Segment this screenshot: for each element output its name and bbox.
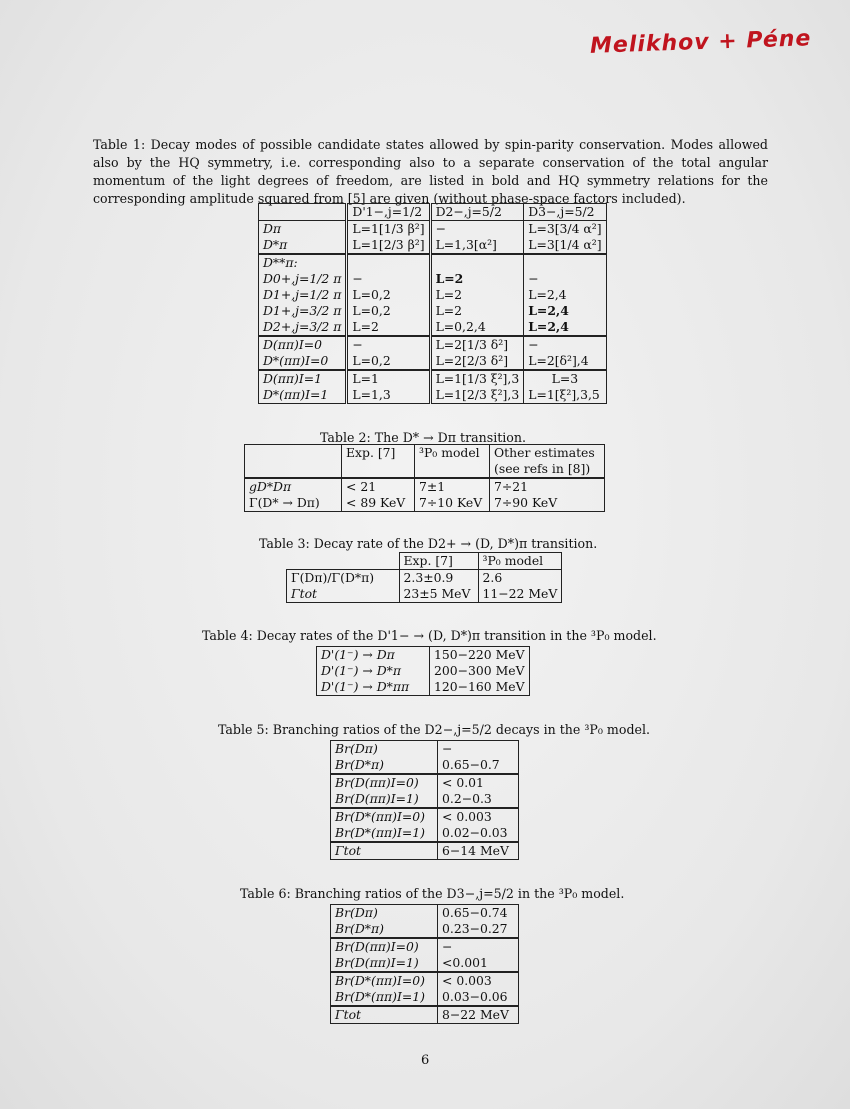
- table-cell: L=1[1/3 ξ²],3: [430, 370, 524, 387]
- table-cell: <0.001: [438, 955, 519, 972]
- table-cell: D'(1⁻) → Dπ: [317, 647, 430, 664]
- table-cell: Γtot: [331, 842, 438, 860]
- table-cell: gD*Dπ: [245, 478, 342, 495]
- table-row: [331, 972, 519, 989]
- table-cell: L=2,4: [524, 303, 606, 319]
- table-cell: −: [524, 336, 606, 353]
- table-cell: L=2: [347, 319, 430, 336]
- table-cell: Br(D*(ππ)I=0): [331, 808, 438, 825]
- table-row: [317, 679, 530, 696]
- table-cell: 8−22 MeV: [438, 1006, 519, 1024]
- table2: [244, 444, 605, 512]
- table-header-cell: [287, 553, 400, 570]
- table-cell: L=2[1/3 δ²]: [430, 336, 524, 353]
- table-cell: L=2,4: [524, 319, 606, 336]
- table-row: [259, 370, 607, 387]
- table6-caption: Table 6: Branching ratios of the D3−,j=5/2 in the ³P₀ model.: [240, 886, 625, 901]
- table-row: [259, 387, 607, 404]
- table-header-cell: Other estimates: [490, 445, 605, 462]
- table-cell: 7÷21: [490, 478, 605, 495]
- table-cell: L=3[3/4 α²]: [524, 221, 606, 238]
- table-row: [331, 938, 519, 955]
- table-cell: < 21: [342, 478, 415, 495]
- table-cell: D**π:: [259, 254, 347, 271]
- table-cell: L=0,2: [347, 353, 430, 370]
- table5-caption: Table 5: Branching ratios of the D2−,j=5/2 decays in the ³P₀ model.: [218, 722, 650, 737]
- table-cell: Br(D(ππ)I=1): [331, 791, 438, 808]
- table-row: [259, 353, 607, 370]
- table-cell: Br(D*(ππ)I=1): [331, 825, 438, 842]
- table-cell: L=2: [430, 271, 524, 287]
- table-cell: 120−160 MeV: [430, 679, 530, 696]
- table-cell: L=0,2,4: [430, 319, 524, 336]
- table-cell: [347, 254, 430, 271]
- table-cell: D*(ππ)I=1: [259, 387, 347, 404]
- table-cell: 7±1: [415, 478, 490, 495]
- table3-caption: Table 3: Decay rate of the D2+ → (D, D*)π transition.: [259, 536, 598, 551]
- table-row: [259, 237, 607, 254]
- table1-caption: Table 1: Decay modes of possible candidate states allowed by spin-parity conservation. Modes allowed also by the HQ symmetry, i.e. corresponding also to a separate conservation of the total angular momentum of the light degrees of freedom, are listed in bold and HQ symmetry relations for the corresponding amplitude squared from [5] are given (without phase-space factors included).: [93, 137, 768, 206]
- table-cell: L=1,3: [347, 387, 430, 404]
- table-header-cell: ³P₀ model: [415, 445, 490, 462]
- table-cell: L=1,3[α²]: [430, 237, 524, 254]
- table-header-cell: [259, 204, 347, 221]
- table-header-cell: Exp. [7]: [399, 553, 478, 570]
- table-row: [331, 1006, 519, 1024]
- table-cell: Γtot: [331, 1006, 438, 1024]
- table5: [330, 740, 519, 860]
- table-cell: [524, 254, 606, 271]
- table-cell: < 0.003: [438, 972, 519, 989]
- table-header-cell: Exp. [7]: [342, 445, 415, 462]
- table-cell: Br(D*π): [331, 757, 438, 774]
- table-row: [245, 478, 605, 495]
- table1: [258, 203, 607, 404]
- table-row: [331, 757, 519, 774]
- table-cell: L=1[2/3 β²]: [347, 237, 430, 254]
- table-cell: L=2[δ²],4: [524, 353, 606, 370]
- table-header-cell: D'1−,j=1/2: [347, 204, 430, 221]
- table-cell: < 0.003: [438, 808, 519, 825]
- table-cell: Br(D*(ππ)I=0): [331, 972, 438, 989]
- table-cell: D(ππ)I=1: [259, 370, 347, 387]
- table-cell: D0+,j=1/2 π: [259, 271, 347, 287]
- table-cell: D(ππ)I=0: [259, 336, 347, 353]
- table-cell: 11−22 MeV: [478, 586, 562, 603]
- table-cell: Br(D(ππ)I=0): [331, 774, 438, 791]
- table-cell: 150−220 MeV: [430, 647, 530, 664]
- table-cell: 2.3±0.9: [399, 570, 478, 587]
- table-row: [331, 842, 519, 860]
- table-cell: Γ(Dπ)/Γ(D*π): [287, 570, 400, 587]
- table2-header-row: [245, 461, 605, 478]
- table-cell: −: [438, 938, 519, 955]
- page-number: 6: [421, 1053, 430, 1068]
- table-cell: 2.6: [478, 570, 562, 587]
- table-cell: Br(Dπ): [331, 741, 438, 758]
- table-row: [331, 808, 519, 825]
- table-cell: −: [438, 741, 519, 758]
- table-row: [331, 791, 519, 808]
- table-row: [331, 741, 519, 758]
- handwritten-note: Melikhov + Péne: [589, 26, 812, 59]
- table-cell: < 0.01: [438, 774, 519, 791]
- table-cell: −: [524, 271, 606, 287]
- table-cell: 23±5 MeV: [399, 586, 478, 603]
- table-cell: 0.02−0.03: [438, 825, 519, 842]
- table1-header-row: [259, 204, 607, 221]
- table-row: [259, 336, 607, 353]
- table-row: [331, 921, 519, 938]
- table-cell: Γtot: [287, 586, 400, 603]
- table-cell: D1+,j=1/2 π: [259, 287, 347, 303]
- table-row: [259, 287, 607, 303]
- table-row: [259, 254, 607, 271]
- table-row: [317, 663, 530, 679]
- table-cell: Γ(D* → Dπ): [245, 495, 342, 512]
- table-cell: −: [430, 221, 524, 238]
- table3: [286, 552, 562, 603]
- table-header-cell: [245, 445, 342, 462]
- table2-caption: Table 2: The D* → Dπ transition.: [320, 430, 527, 445]
- table-cell: L=2[2/3 δ²]: [430, 353, 524, 370]
- table-row: [259, 319, 607, 336]
- table-row: [317, 647, 530, 664]
- table-cell: 0.03−0.06: [438, 989, 519, 1006]
- table-cell: 6−14 MeV: [438, 842, 519, 860]
- table-cell: Dπ: [259, 221, 347, 238]
- table-row: [259, 271, 607, 287]
- table-cell: 0.2−0.3: [438, 791, 519, 808]
- table-cell: Br(D*π): [331, 921, 438, 938]
- table-row: [331, 825, 519, 842]
- table-cell: 200−300 MeV: [430, 663, 530, 679]
- table-cell: L=2: [430, 287, 524, 303]
- table-cell: D1+,j=3/2 π: [259, 303, 347, 319]
- table-row: [287, 570, 562, 587]
- table-cell: 0.23−0.27: [438, 921, 519, 938]
- table-cell: D*(ππ)I=0: [259, 353, 347, 370]
- table-header-cell: D2−,j=5/2: [430, 204, 524, 221]
- table-cell: L=3: [524, 370, 606, 387]
- table-cell: Br(D(ππ)I=1): [331, 955, 438, 972]
- table6: [330, 904, 519, 1024]
- table-cell: L=2: [430, 303, 524, 319]
- table-row: [287, 586, 562, 603]
- table3-header-row: [287, 553, 562, 570]
- table-header-cell: (see refs in [8]): [490, 461, 605, 478]
- table2-header-row: [245, 445, 605, 462]
- table-cell: −: [347, 271, 430, 287]
- table4-caption: Table 4: Decay rates of the D'1− → (D, D*)π transition in the ³P₀ model.: [202, 628, 657, 643]
- table-cell: < 89 KeV: [342, 495, 415, 512]
- table-cell: L=3[1/4 α²]: [524, 237, 606, 254]
- table-cell: D'(1⁻) → D*ππ: [317, 679, 430, 696]
- table-row: [331, 989, 519, 1006]
- table-cell: L=1[2/3 ξ²],3: [430, 387, 524, 404]
- table-header-cell: ³P₀ model: [478, 553, 562, 570]
- table-row: [331, 774, 519, 791]
- table-cell: Br(Dπ): [331, 905, 438, 922]
- table-header-cell: D3−,j=5/2: [524, 204, 606, 221]
- table-cell: L=1[1/3 β²]: [347, 221, 430, 238]
- table-row: [331, 905, 519, 922]
- table-cell: L=2,4: [524, 287, 606, 303]
- table-cell: 7÷10 KeV: [415, 495, 490, 512]
- table-cell: 0.65−0.74: [438, 905, 519, 922]
- table-cell: L=1[ξ²],3,5: [524, 387, 606, 404]
- table-cell: L=0,2: [347, 303, 430, 319]
- table-cell: Br(D*(ππ)I=1): [331, 989, 438, 1006]
- table-row: [259, 303, 607, 319]
- table-cell: D*π: [259, 237, 347, 254]
- table4: [316, 646, 530, 696]
- table-cell: D'(1⁻) → D*π: [317, 663, 430, 679]
- table-row: [331, 955, 519, 972]
- table-cell: 7÷90 KeV: [490, 495, 605, 512]
- table-cell: L=0,2: [347, 287, 430, 303]
- table-row: [259, 221, 607, 238]
- table-cell: 0.65−0.7: [438, 757, 519, 774]
- table-cell: D2+,j=3/2 π: [259, 319, 347, 336]
- table-cell: −: [347, 336, 430, 353]
- table-cell: [430, 254, 524, 271]
- table-cell: L=1: [347, 370, 430, 387]
- table-row: [245, 495, 605, 512]
- table-cell: Br(D(ππ)I=0): [331, 938, 438, 955]
